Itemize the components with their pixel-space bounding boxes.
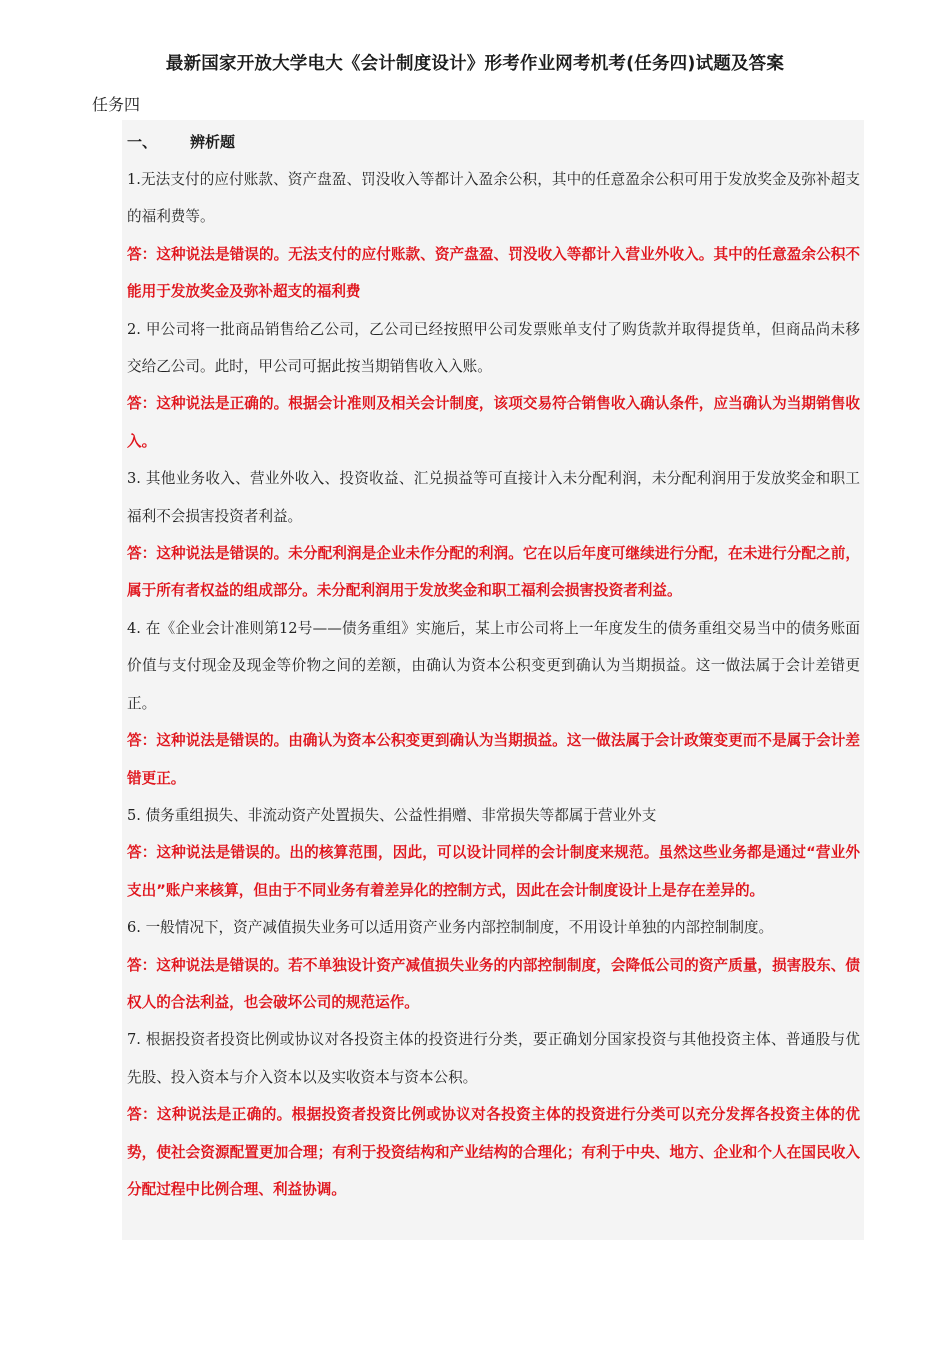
section-title: 辨析题 xyxy=(190,133,236,151)
question-5: 5. 债务重组损失、非流动资产处置损失、公益性捐赠、非常损失等都属于营业外支 xyxy=(127,806,657,824)
answer-3: 答：这种说法是错误的。未分配利润是企业未作分配的利润。它在以后年度可继续进行分配，在未进行分配之前，属于所有者权益的组成部分。未分配利润用于发放奖金和职工福利会损害投资者利益。 xyxy=(127,545,860,600)
question-7: 7. 根据投资者投资比例或协议对各投资主体的投资进行分类，要正确划分国家投资与其他投资主体、普通股与优先股、投入资本与介入资本以及实收资本与资本公积。 xyxy=(127,1031,860,1086)
question-4: 4. 在《企业会计准则第12号——债务重组》实施后，某上市公司将上一年度发生的债务重组交易当中的债务账面价值与支付现金及现金等价物之间的差额，由确认为资本公积变更到确认为当期损益。这一做法属于会计差错更正。 xyxy=(127,619,860,712)
task-label: 任务四 xyxy=(92,95,141,114)
section-number: 一、 xyxy=(127,133,158,151)
answer-2: 答：这种说法是正确的。根据会计准则及相关会计制度，该项交易符合销售收入确认条件，应当确认为当期销售收入。 xyxy=(127,395,860,450)
answer-4: 答：这种说法是错误的。由确认为资本公积变更到确认为当期损益。这一做法属于会计政策变更而不是属于会计差错更正。 xyxy=(127,732,860,787)
question-1: 1.无法支付的应付账款、资产盘盈、罚没收入等都计入盈余公积，其中的任意盈余公积可用于发放奖金及弥补超支的福利费等。 xyxy=(127,171,860,226)
section-heading xyxy=(127,124,860,161)
question-3: 3. 其他业务收入、营业外收入、投资收益、汇兑损益等可直接计入未分配利润，未分配利润用于发放奖金和职工福利不会损害投资者利益。 xyxy=(127,470,860,525)
question-2: 2. 甲公司将一批商品销售给乙公司，乙公司已经按照甲公司发票账单支付了购货款并取得提货单，但商品尚未移交给乙公司。此时，甲公司可据此按当期销售收入入账。 xyxy=(127,320,860,376)
page-title: 最新国家开放大学电大《会计制度设计》形考作业网考机考(任务四)试题及答案 xyxy=(165,54,785,74)
content-area xyxy=(122,120,864,1240)
answer-7: 答：这种说法是正确的。根据投资者投资比例或协议对各投资主体的投资进行分类可以充分发挥各投资主体的优势，使社会资源配置更加合理；有利于投资结构和产业结构的合理化；有利于中央、地方、企业和个人在国民收入分配过程中比例合理、利益协调。 xyxy=(127,1106,860,1198)
answer-5: 答：这种说法是错误的。出的核算范围，因此，可以设计同样的会计制度来规范。虽然这些业务都是通过“营业外支出”账户来核算，但由于不同业务有着差异化的控制方式，因此在会计制度设计上是存在差异的。 xyxy=(127,844,860,899)
answer-6: 答：这种说法是错误的。若不单独设计资产减值损失业务的内部控制制度，会降低公司的资产质量，损害股东、债权人的合法利益，也会破坏公司的规范运作。 xyxy=(127,956,860,1011)
question-6: 6. 一般情况下，资产减值损失业务可以适用资产业务内部控制制度，不用设计单独的内部控制制度。 xyxy=(127,919,774,937)
answer-1: 答：这种说法是错误的。无法支付的应付账款、资产盘盈、罚没收入等都计入营业外收入。其中的任意盈余公积不能用于发放奖金及弥补超支的福利费 xyxy=(127,245,860,301)
